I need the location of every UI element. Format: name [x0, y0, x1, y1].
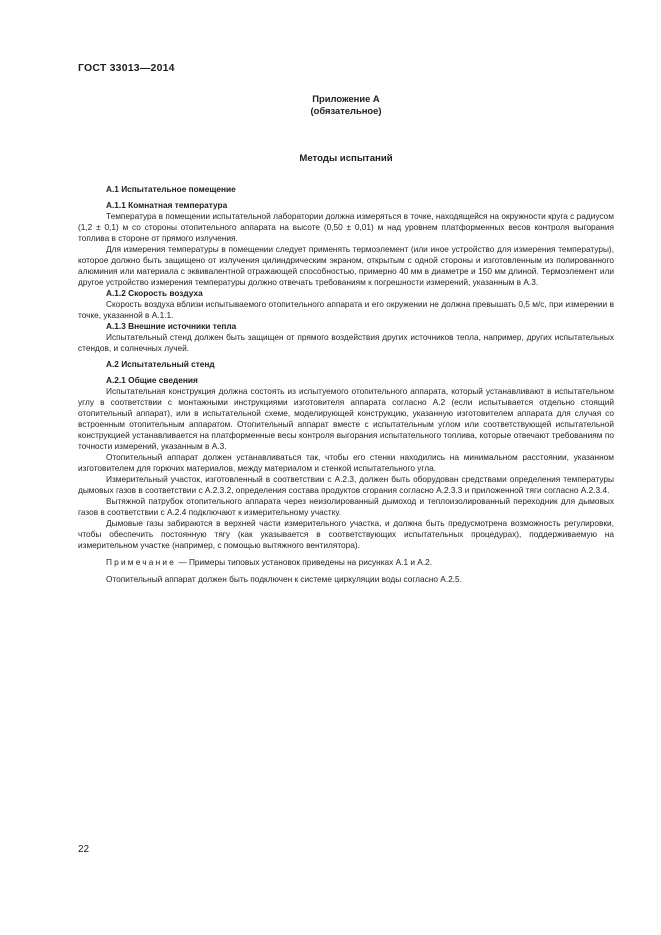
heading-a2-1: А.2.1 Общие сведения [106, 375, 198, 385]
document-body [78, 184, 614, 585]
appendix-title: Приложение А [312, 93, 380, 104]
document-code: ГОСТ 33013—2014 [78, 62, 175, 74]
paragraph-a2-1-3: Измерительный участок, изготовленный в соответствии с А.2.3, должен быть оборудован средствами определения температуры дымовых газов в соответствии с А.2.3.2, определения состава продуктов сгорания согласно А.2.3.3 и приложенной тяги согласно А.2.3.4. [78, 474, 614, 495]
heading-a1-2: А.1.2 Скорость воздуха [106, 288, 203, 298]
page-number: 22 [78, 844, 90, 855]
heading-a1-3: А.1.3 Внешние источники тепла [106, 321, 237, 331]
appendix-status: (обязательное) [310, 105, 382, 116]
paragraph-a2-1-6: Отопительный аппарат должен быть подключен к системе циркуляции воды согласно А.2.5. [106, 574, 462, 584]
paragraph-a1-1-1: Температура в помещении испытательной лаборатории должна измеряться в точке, находящейся на окружности круга с радиусом (1,2 ± 0,1) м со стороны отопительного аппарата на высоте (0,50 ± 0,01) м над уровнем платформенных весов контроля выгорания топлива в стороне от прямого излучения. [78, 211, 614, 243]
heading-a2: А.2 Испытательный стенд [106, 359, 215, 369]
paragraph-a2-1-5: Дымовые газы забираются в верхней части измерительного участка, и должна быть предусмотрена возможность регулировки, чтобы обеспечить постоянную тягу (как указывается в соответствующих испытательных процедурах), поддерживаемую на измерительном участке (например, с помощью вытяжного вентилятора). [78, 518, 614, 550]
note [78, 557, 614, 568]
paragraph-a2-1-2: Отопительный аппарат должен устанавливаться так, чтобы его стенки находились на минимальном расстоянии, указанном изготовителем для горючих материалов, между материалом и стенкой испытательного угла. [78, 452, 614, 473]
paragraph-a1-3-1: Испытательный стенд должен быть защищен от прямого воздействия других источников тепла, например, других испытательных стендов, и солнечных лучей. [78, 332, 614, 353]
appendix-heading [78, 93, 614, 117]
paragraph-a1-2-1: Скорость воздуха вблизи испытываемого отопительного аппарата и его окружении не должна превышать 0,5 м/с, при измерении в точке, указанной в А.1.1. [78, 299, 614, 320]
heading-a1: А.1 Испытательное помещение [106, 184, 236, 194]
note-label: Примечание [106, 557, 177, 567]
heading-a1-1: А.1.1 Комнатная температура [106, 200, 228, 210]
paragraph-a2-1-4: Вытяжной патрубок отопительного аппарата через неизолированный дымоход и теплоизолированный переходник для дымовых газов в соответствии с А.2.4 подключают к измерительному участку. [78, 496, 614, 517]
paragraph-a1-1-2: Для измерения температуры в помещении следует применять термоэлемент (или иное устройство для измерения температуры), которое должно быть защищено от излучения цилиндрическим экраном, открытым с одной стороны и изготовленным из полированного алюминия или материала с эквивалентной отражающей способностью, примерно 40 мм в диаметре и 150 мм длиной. Термоэлемент или другое устройство измерения температуры должно отвечать требованиям к погрешности измерений, указанным в А.3. [78, 244, 614, 287]
paragraph-a2-1-1: Испытательная конструкция должна состоять из испытуемого отопительного аппарата, который устанавливают в испытательном углу в соответствии с монтажными инструкциями изготовителя аппарата согласно А.2 (если испытывается отдельно стоящий отопительный аппарат), или в испытательной схеме, моделирующей конструкцию, указанную изготовителем аппарата для случая со встроенным отопительным аппаратом. Отопительный аппарат вместе с испытательным углом или соответствующей испытательной конструкцией устанавливается на платформенные весы контроля выгорания испытательного топлива, которые отвечают требованиям по точности измерений, указанным в А.3. [78, 386, 614, 451]
section-title: Методы испытаний [299, 153, 393, 164]
note-text: — Примеры типовых установок приведены на рисунках А.1 и А.2. [176, 557, 433, 567]
